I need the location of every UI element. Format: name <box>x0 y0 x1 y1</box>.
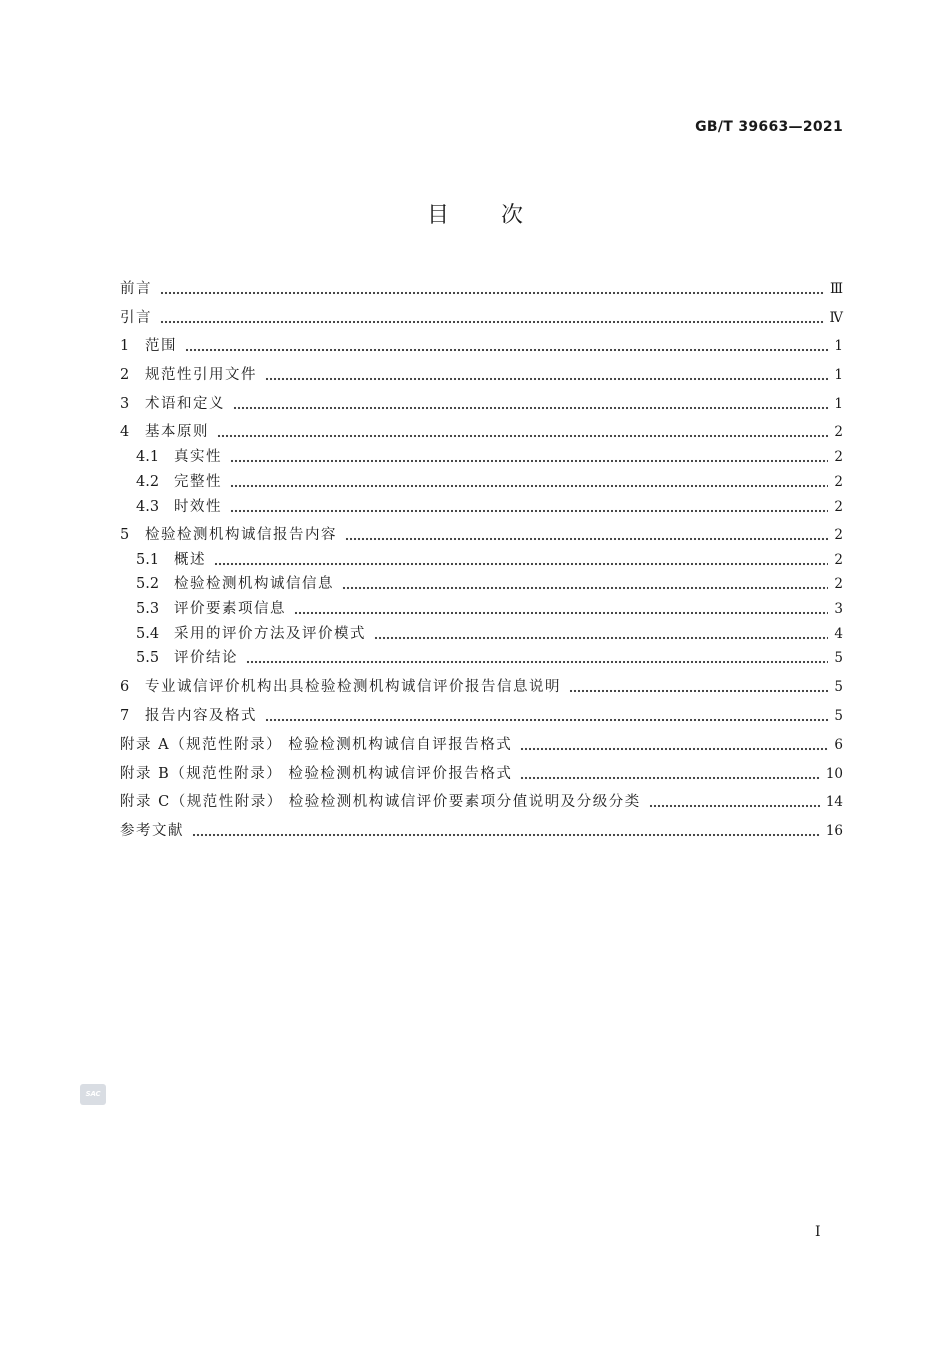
toc-entry-annex-a[interactable] <box>120 734 843 756</box>
toc-entry-number: 5.5 <box>136 650 160 666</box>
toc-page-number: 2 <box>834 552 843 568</box>
page-title: 目次 <box>426 203 575 228</box>
toc-page-number: 1 <box>834 338 843 354</box>
toc-entry-number: 3 <box>120 396 130 412</box>
toc-entry-evaluation-conclusion[interactable] <box>136 647 843 669</box>
toc-entry-title: 附录 C（规范性附录） 检验检测机构诚信评价要素项分值说明及分级分类 <box>120 794 641 810</box>
dot-leader <box>230 496 828 518</box>
dot-leader <box>233 393 828 415</box>
toc-entry-timeliness[interactable] <box>136 496 843 518</box>
toc-page-number: 2 <box>834 527 843 543</box>
toc-entry-foreword[interactable] <box>120 278 843 300</box>
sac-watermark-logo: SAC <box>80 1084 106 1105</box>
dot-leader <box>160 307 824 329</box>
toc-entry-report-format[interactable] <box>120 705 843 727</box>
dot-leader <box>185 335 828 357</box>
toc-entry-title: 评价要素项信息 <box>174 601 286 617</box>
toc-entry-title: 报告内容及格式 <box>145 708 257 724</box>
toc-page-number: 5 <box>834 708 843 724</box>
toc-entry-title: 参考文献 <box>120 823 184 839</box>
toc-page-number: Ⅳ <box>829 310 843 326</box>
dot-leader <box>230 471 828 493</box>
standard-number: GB/T 39663—2021 <box>695 119 843 135</box>
toc-entry-annex-b[interactable] <box>120 763 843 785</box>
toc-entry-title: 附录 B（规范性附录） 检验检测机构诚信评价报告格式 <box>120 766 513 782</box>
toc-entry-title: 完整性 <box>174 474 222 490</box>
toc-entry-title: 检验检测机构诚信报告内容 <box>145 527 337 543</box>
toc-entry-number: 2 <box>120 367 130 383</box>
toc-entry-title: 术语和定义 <box>145 396 225 412</box>
toc-entry-number: 5.4 <box>136 626 160 642</box>
toc-entry-normative-references[interactable] <box>120 364 843 386</box>
toc-entry-title: 概述 <box>174 552 206 568</box>
toc-entry-title: 真实性 <box>174 449 222 465</box>
toc-entry-number: 1 <box>120 338 130 354</box>
dot-leader <box>569 676 828 698</box>
toc-entry-title: 附录 A（规范性附录） 检验检测机构诚信自评报告格式 <box>120 737 513 753</box>
toc-page-number: 6 <box>834 737 843 753</box>
toc-page-number: 2 <box>834 576 843 592</box>
toc-entry-terms-definitions[interactable] <box>120 393 843 415</box>
toc-entry-basic-principles[interactable] <box>120 421 843 443</box>
dot-leader <box>230 446 828 468</box>
toc-entry-professional-agency-report[interactable] <box>120 676 843 698</box>
dot-leader <box>520 763 819 785</box>
dot-leader <box>265 364 828 386</box>
toc-page-number: 4 <box>834 626 843 642</box>
toc-entry-title: 采用的评价方法及评价模式 <box>174 626 366 642</box>
toc-page-number: 10 <box>825 766 843 782</box>
toc-entry-report-content[interactable] <box>120 524 843 546</box>
toc-page-number: 5 <box>834 679 843 695</box>
toc-entry-number: 4.1 <box>136 449 160 465</box>
dot-leader <box>649 791 820 813</box>
footer-page-number: I <box>815 1224 821 1240</box>
toc-page-number: 14 <box>825 794 843 810</box>
dot-leader <box>345 524 828 546</box>
toc-page-number: 2 <box>834 474 843 490</box>
toc-page-number: 5 <box>834 650 843 666</box>
toc-entry-title: 引言 <box>120 310 152 326</box>
toc-entry-number: 4 <box>120 424 130 440</box>
toc-page-number: 2 <box>834 499 843 515</box>
toc-entry-title: 前言 <box>120 281 152 297</box>
toc-page-number: 1 <box>834 396 843 412</box>
toc-page-number: 16 <box>825 823 843 839</box>
toc-entry-title: 检验检测机构诚信信息 <box>174 576 334 592</box>
dot-leader <box>192 820 820 842</box>
toc-entry-introduction[interactable] <box>120 307 843 329</box>
toc-entry-number: 4.2 <box>136 474 160 490</box>
toc-entry-number: 7 <box>120 708 130 724</box>
toc-entry-number: 5.1 <box>136 552 160 568</box>
toc-entry-number: 5.2 <box>136 576 160 592</box>
toc-page-number: 3 <box>834 601 843 617</box>
toc-entry-integrity-info[interactable] <box>136 573 843 595</box>
toc-entry-number: 6 <box>120 679 130 695</box>
dot-leader <box>214 549 828 571</box>
toc-entry-authenticity[interactable] <box>136 446 843 468</box>
toc-page-number: 2 <box>834 449 843 465</box>
toc-entry-title: 范围 <box>145 338 177 354</box>
toc-entry-title: 规范性引用文件 <box>145 367 257 383</box>
toc-entry-completeness[interactable] <box>136 471 843 493</box>
toc-entry-number: 4.3 <box>136 499 160 515</box>
toc-entry-overview[interactable] <box>136 549 843 571</box>
toc-page-number: 2 <box>834 424 843 440</box>
dot-leader <box>265 705 828 727</box>
dot-leader <box>294 598 828 620</box>
table-of-contents <box>120 0 843 1345</box>
toc-entry-number: 5.3 <box>136 601 160 617</box>
toc-entry-evaluation-methods[interactable] <box>136 623 843 645</box>
toc-entry-scope[interactable] <box>120 335 843 357</box>
toc-entry-title: 时效性 <box>174 499 222 515</box>
toc-entry-bibliography[interactable] <box>120 820 843 842</box>
toc-page-number: 1 <box>834 367 843 383</box>
toc-entry-evaluation-elements[interactable] <box>136 598 843 620</box>
toc-entry-title: 专业诚信评价机构出具检验检测机构诚信评价报告信息说明 <box>145 679 561 695</box>
toc-entry-title: 基本原则 <box>145 424 209 440</box>
dot-leader <box>374 623 828 645</box>
toc-entry-title: 评价结论 <box>174 650 238 666</box>
dot-leader <box>342 573 828 595</box>
toc-entry-number: 5 <box>120 527 130 543</box>
dot-leader <box>246 647 828 669</box>
dot-leader <box>217 421 828 443</box>
dot-leader <box>160 278 824 300</box>
toc-entry-annex-c[interactable] <box>120 791 843 813</box>
dot-leader <box>520 734 828 756</box>
toc-page-number: Ⅲ <box>829 281 843 297</box>
